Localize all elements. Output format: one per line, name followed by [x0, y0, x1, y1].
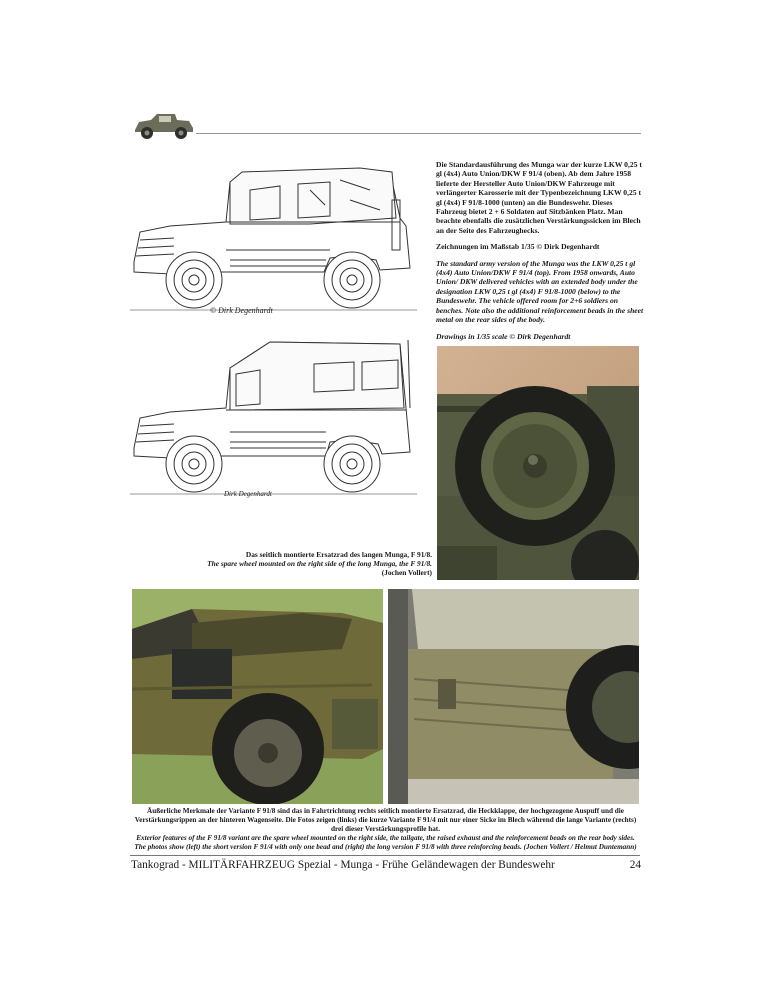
munga-short-drawing-icon [130, 160, 417, 328]
caption-de: Das seitlich montierte Ersatzrad des langen Munga, F 91/8. [245, 550, 432, 559]
bottom-caption-en: Exterior features of the F 91/8 variant are the spare wheel mounted on the right side, the tailgate, the raised exhaust and the reinforcement beads on the rear body sides. The photos show (left) the short version F 91/4 with only one bead and (right) the long version F 91/8 with three reinforcing beads. (Jochen Vollert / Helmut Duntemann) [134, 834, 637, 851]
jeep-logo-icon [131, 108, 197, 142]
spare-wheel-caption [180, 550, 432, 578]
long-munga-rear-photo-icon [388, 589, 639, 804]
footer-rule [130, 855, 640, 856]
intro-en-credit: Drawings in 1/35 scale © Dirk Degenhardt [436, 331, 571, 341]
photo-short-munga [132, 589, 383, 804]
bottom-caption [132, 807, 639, 852]
drawing-credit: © Dirk Degenhardt [210, 306, 273, 315]
short-munga-photo-icon [132, 589, 383, 804]
footer-title: Tankograd - MILITÄRFAHRZEUG Spezial - Munga - Frühe Geländewagen der Bundeswehr [131, 859, 555, 871]
header-rule [196, 133, 641, 134]
caption-credit: (Jochen Vollert) [381, 568, 432, 578]
bottom-caption-de: Äußerliche Merkmale der Variante F 91/8 sind das in Fahrtrichtung rechts seitlich montierte Ersatzrad, die Heckklappe, der hochgezogene Auspuff und die Verstärkungsrippen an der hinteren Wagenseite. Die Fotos zeigen (links) die kurze Variante F 91/4 mit nur einer Sicke im Blech während die lange Variante (rechts) drei dieser Verstärkungsprofile hat. [134, 807, 637, 833]
munga-long-drawing-icon [130, 338, 417, 506]
intro-text [436, 160, 644, 348]
drawing-long-munga [130, 338, 417, 506]
intro-de-credit: Zeichnungen im Maßstab 1/35 © Dirk Degenhardt [436, 242, 600, 252]
intro-en: The standard army version of the Munga was the LKW 0,25 t gl (4x4) Auto Union/DKW F 91/4 (top). From 1958 onwards, Auto Union/ DKW delivered vehicles with an extended body under the designation LKW 0,25 t gl (4x4) F 91/8-1000 (below) to the Bundeswehr. The vehicle offered room for 2+6 soldiers on benches. Note also the additional reinforcement beads in the sheet metal on the rear sides of the body. [436, 258, 644, 325]
photo-long-munga-rear [388, 589, 639, 804]
page-number: 24 [629, 859, 641, 871]
drawing-credit: Dirk Degenhardt [224, 490, 272, 498]
footer [131, 859, 641, 871]
photo-spare-wheel [437, 346, 639, 580]
spare-wheel-photo-icon [437, 346, 639, 580]
caption-en: The spare wheel mounted on the right side of the long Munga, the F 91/8. [207, 559, 432, 569]
intro-de: Die Standardausführung des Munga war der kurze LKW 0,25 t gl (4x4) Auto Union/DKW F 91/4 (oben). Ab dem Jahre 1958 lieferte der Hersteller Auto Union/DKW Fahrzeuge mit verlängerter Karosserie mit der Typenbezeichnung LKW 0,25 t gl (4x4) F 91/8-1000 (unten) an die Bundeswehr. Dieses Fahrzeug bietet 2 + 6 Soldaten auf Sitzbänken Platz. Man beachte ebenfalls die zusätzlichen Verstärkungssicken im Blech an der Seite des Fahrzeughecks. [436, 160, 642, 235]
drawing-short-munga [130, 160, 417, 328]
header-logo [131, 108, 197, 142]
